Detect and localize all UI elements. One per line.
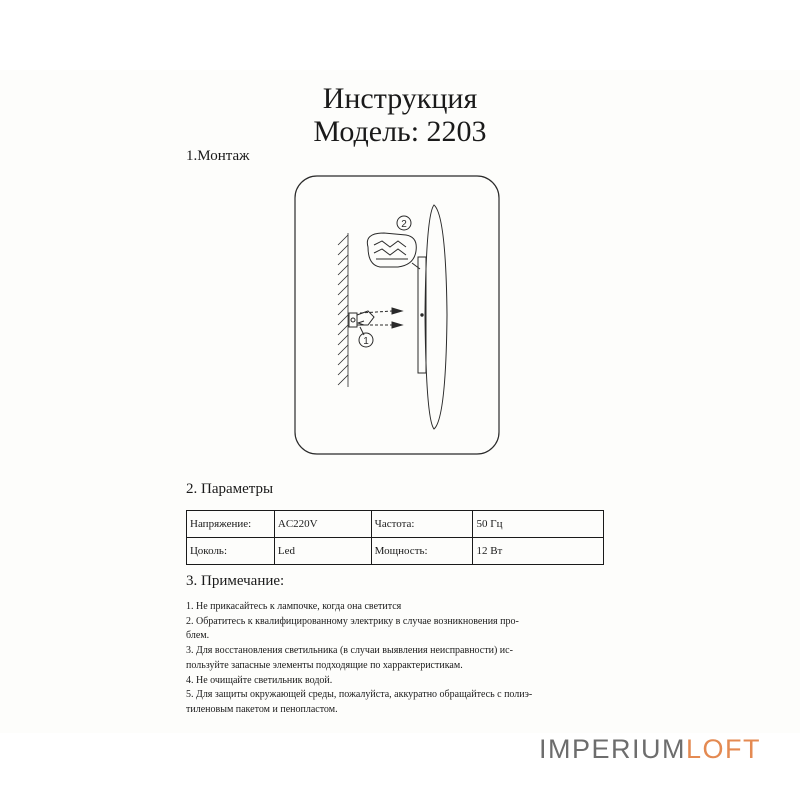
- connector-zoom: [367, 233, 420, 269]
- table-row: [187, 511, 604, 538]
- table-row: [187, 538, 604, 565]
- param-value-voltage: AC220V: [274, 511, 371, 538]
- note-line: 3. Для восстановления светильника (в случаи выявления неисправности) ис-: [186, 645, 513, 657]
- note-line: пользуйте запасные элементы подходящие по харрактеристикам.: [186, 659, 463, 671]
- note-line: блем.: [186, 630, 210, 642]
- diagram-frame: [295, 176, 499, 454]
- mounting-diagram: [294, 175, 500, 455]
- param-label-frequency: Частота:: [371, 511, 473, 538]
- section-heading-params: 2. Параметры: [186, 481, 274, 497]
- param-label-voltage: Напряжение:: [187, 511, 275, 538]
- brand-logo: [539, 734, 761, 765]
- brand-logo-part1: IMPERIUM: [539, 734, 686, 764]
- params-table: [186, 510, 604, 565]
- wall: [338, 233, 348, 387]
- param-label-socket: Цоколь:: [187, 538, 275, 565]
- callout-2-number: 2: [401, 219, 407, 230]
- page-title: Инструкция: [322, 82, 478, 115]
- section-heading-notes: 3. Примечание:: [186, 573, 285, 589]
- notes-list: [186, 600, 606, 718]
- section-heading-mount: 1.Монтаж: [186, 148, 250, 164]
- param-value-socket: Led: [274, 538, 371, 565]
- note-line: 5. Для защиты окружающей среды, пожалуйста, аккуратно обращайтесь с полиэ-: [186, 689, 533, 701]
- param-value-frequency: 50 Гц: [473, 511, 604, 538]
- note-line: тиленовым пакетом и пенопластом.: [186, 703, 338, 715]
- note-line: 2. Обратитесь к квалифицированному электрику в случае возникновения про-: [186, 615, 519, 627]
- note-line: 1. Не прикасайтесь к лампочке, когда она светится: [186, 601, 402, 612]
- param-value-power: 12 Вт: [473, 538, 604, 565]
- lamp-body: [418, 205, 447, 429]
- callout-1-number: 1: [363, 336, 369, 347]
- brand-logo-part2: LOFT: [686, 734, 762, 764]
- note-line: 4. Не очищайте светильник водой.: [186, 674, 333, 686]
- param-label-power: Мощность:: [371, 538, 473, 565]
- model-title: Модель: 2203: [313, 115, 487, 148]
